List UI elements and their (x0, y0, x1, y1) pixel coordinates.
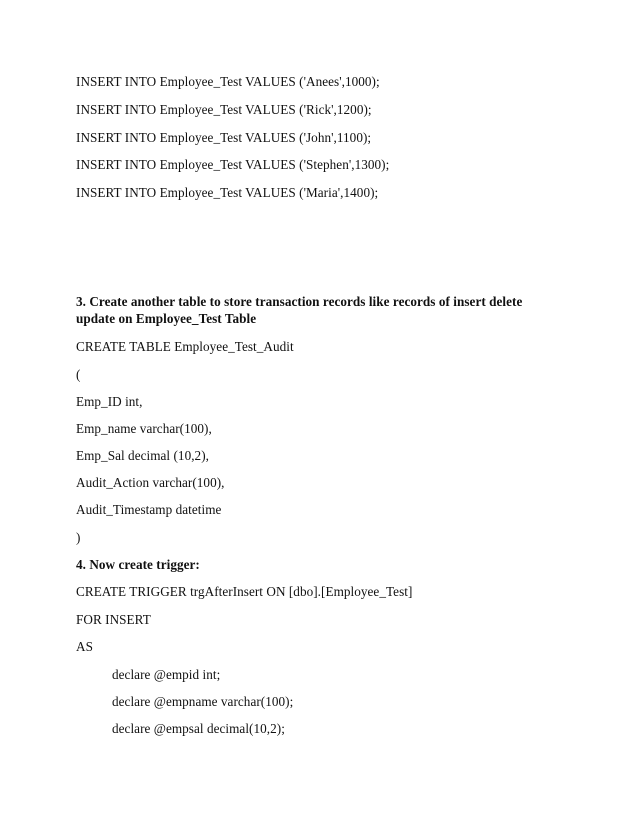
column-definition-line: Emp_ID int, (76, 394, 143, 409)
close-paren-line: ) (76, 530, 81, 545)
step4-heading: 4. Now create trigger: (76, 557, 200, 572)
column-definition-line: Audit_Action varchar(100), (76, 475, 225, 490)
insert-statement-line: INSERT INTO Employee_Test VALUES ('Maria',1400); (76, 185, 379, 200)
insert-statement-line: INSERT INTO Employee_Test VALUES ('Anees',1000); (76, 74, 380, 89)
insert-statement-line: INSERT INTO Employee_Test VALUES ('John',1100); (76, 130, 372, 145)
insert-statement-line: INSERT INTO Employee_Test VALUES ('Rick',1200); (76, 102, 372, 117)
as-line: AS (76, 639, 93, 654)
declare-line: declare @empid int; (112, 667, 221, 682)
column-definition-line: Audit_Timestamp datetime (76, 502, 222, 517)
insert-statement-line: INSERT INTO Employee_Test VALUES ('Stephen',1300); (76, 157, 390, 172)
column-definition-line: Emp_name varchar(100), (76, 421, 212, 436)
step3-heading-line1: 3. Create another table to store transaction records like records of insert delete (76, 294, 523, 309)
for-insert-line: FOR INSERT (76, 612, 151, 627)
step3-heading-line2: update on Employee_Test Table (76, 311, 257, 326)
create-trigger-line: CREATE TRIGGER trgAfterInsert ON [dbo].[Employee_Test] (76, 584, 413, 599)
open-paren-line: ( (76, 367, 81, 382)
declare-line: declare @empsal decimal(10,2); (112, 721, 285, 736)
declare-line: declare @empname varchar(100); (112, 694, 294, 709)
column-definition-line: Emp_Sal decimal (10,2), (76, 448, 209, 463)
create-table-line: CREATE TABLE Employee_Test_Audit (76, 339, 294, 354)
